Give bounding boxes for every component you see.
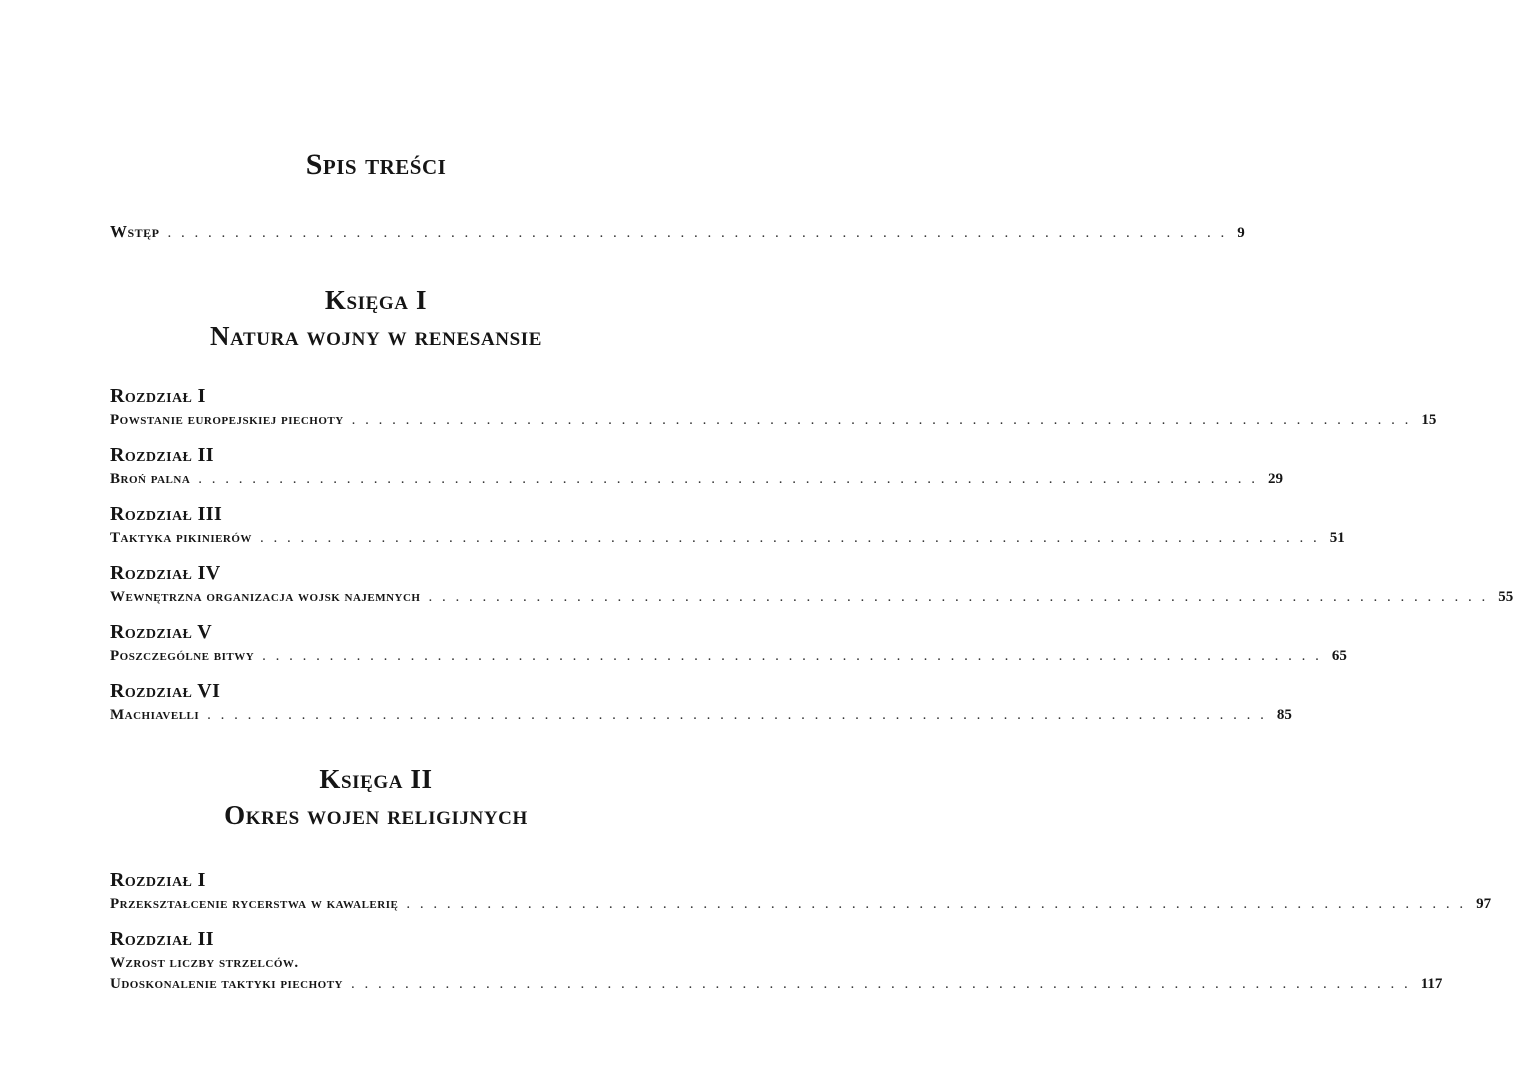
page-number: 65	[1331, 648, 1347, 664]
chapter-title: Taktyka pikinierów	[110, 530, 252, 546]
page-number: 85	[1276, 707, 1292, 723]
book-heading	[0, 282, 752, 354]
chapter-label: Rozdział VI	[110, 680, 221, 702]
page-number: 117	[1420, 976, 1443, 992]
page-number: 29	[1268, 471, 1284, 487]
book-title: Natura wojny w renesansie	[209, 321, 543, 351]
book-number: Księga II	[319, 764, 433, 794]
leader-dots: . . . . . . . . . . . . . . . . . . . . . . . . . . . . . . . . . . . . . . . . . . . . . . . . . . . . . . . . . . . . . . . . . . . . . . . . . . . . . . .	[167, 225, 1228, 241]
page-number: 51	[1329, 530, 1345, 546]
chapter-label: Rozdział I	[110, 385, 206, 407]
chapter-label: Rozdział IV	[110, 562, 221, 584]
toc-entry-intro[interactable]	[110, 222, 1245, 242]
toc-entry[interactable]	[110, 974, 1443, 994]
chapter-label: Rozdział V	[110, 621, 213, 643]
chapter-label: Rozdział II	[110, 444, 214, 466]
page-number: 9	[1237, 225, 1245, 241]
chapter-title: Machiavelli	[110, 707, 200, 723]
chapter-title-line: Wzrost liczby strzelców.	[110, 955, 299, 971]
toc-entry[interactable]	[110, 705, 1292, 725]
toc-entry[interactable]	[110, 528, 1345, 548]
chapter-label: Rozdział III	[110, 503, 223, 525]
page-number: 15	[1421, 412, 1437, 428]
leader-dots: . . . . . . . . . . . . . . . . . . . . . . . . . . . . . . . . . . . . . . . . . . . . . . . . . . . . . . . . . . . . . . . . . . . . . . . . . . . . . . .	[207, 707, 1267, 723]
chapter-title: Poszczególne bitwy	[110, 648, 255, 664]
toc-entry[interactable]	[110, 894, 1492, 914]
entry-title: Wstęp	[110, 222, 160, 241]
leader-dots: . . . . . . . . . . . . . . . . . . . . . . . . . . . . . . . . . . . . . . . . . . . . . . . . . . . . . . . . . . . . . . . . . . . . . . . . . . . . . . .	[198, 471, 1259, 487]
toc-entry[interactable]	[110, 469, 1284, 489]
book-title: Okres wojen religijnych	[224, 800, 528, 830]
book-heading	[0, 761, 752, 833]
chapter-title: Wewnętrzna organizacja wojsk najemnych	[110, 589, 421, 605]
page-number: 55	[1498, 589, 1513, 605]
chapter-title: Broń palna	[110, 471, 191, 487]
toc-entry[interactable]	[110, 587, 1513, 607]
book-number: Księga I	[324, 285, 428, 315]
chapter-label: Rozdział I	[110, 869, 206, 891]
page-number: 97	[1476, 896, 1492, 912]
toc-entry[interactable]	[110, 410, 1437, 430]
leader-dots: . . . . . . . . . . . . . . . . . . . . . . . . . . . . . . . . . . . . . . . . . . . . . . . . . . . . . . . . . . . . . . . . . . . . . . . . . . . . . . .	[428, 589, 1489, 605]
chapter-title: Przekształcenie rycerstwa w kawalerię	[110, 896, 399, 912]
leader-dots: . . . . . . . . . . . . . . . . . . . . . . . . . . . . . . . . . . . . . . . . . . . . . . . . . . . . . . . . . . . . . . . . . . . . . . . . . . . . . . .	[351, 976, 1411, 992]
leader-dots: . . . . . . . . . . . . . . . . . . . . . . . . . . . . . . . . . . . . . . . . . . . . . . . . . . . . . . . . . . . . . . . . . . . . . . . . . . . . . . .	[262, 648, 1322, 664]
leader-dots: . . . . . . . . . . . . . . . . . . . . . . . . . . . . . . . . . . . . . . . . . . . . . . . . . . . . . . . . . . . . . . . . . . . . . . . . . . . . . . .	[259, 530, 1320, 546]
leader-dots: . . . . . . . . . . . . . . . . . . . . . . . . . . . . . . . . . . . . . . . . . . . . . . . . . . . . . . . . . . . . . . . . . . . . . . . . . . . . . . .	[406, 896, 1467, 912]
chapter-label: Rozdział II	[110, 928, 214, 950]
toc-entry[interactable]	[110, 646, 1347, 666]
chapter-title: Powstanie europejskiej piechoty	[110, 412, 344, 428]
leader-dots: . . . . . . . . . . . . . . . . . . . . . . . . . . . . . . . . . . . . . . . . . . . . . . . . . . . . . . . . . . . . . . . . . . . . . . . . . . . . . . .	[351, 412, 1412, 428]
chapter-title: Udoskonalenie taktyki piechoty	[110, 976, 343, 992]
page-title: Spis treści	[305, 148, 447, 181]
